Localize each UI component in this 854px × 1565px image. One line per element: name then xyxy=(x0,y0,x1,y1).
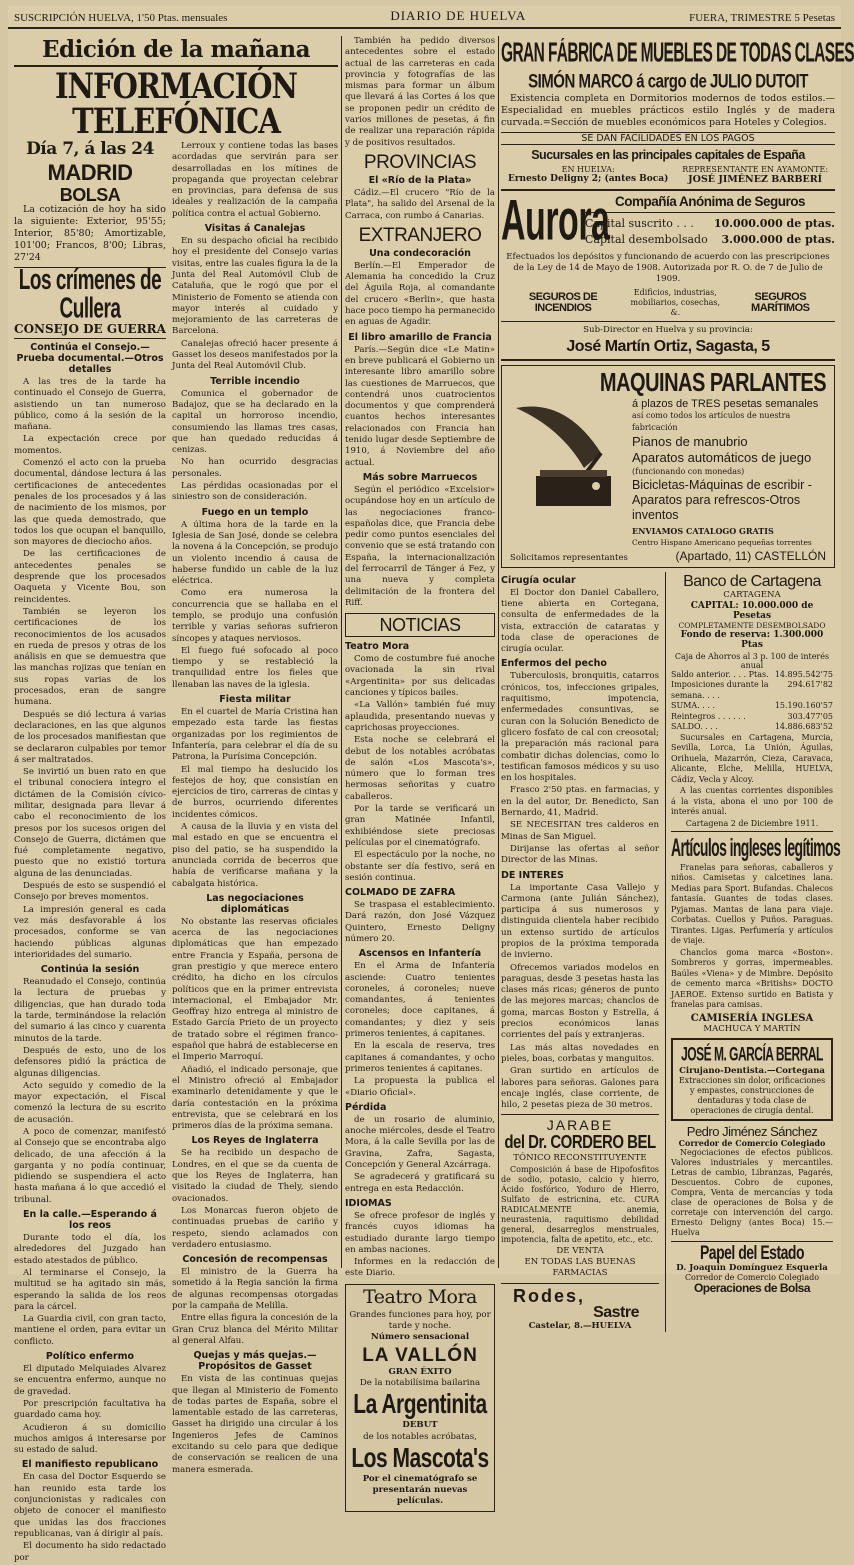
ad-line: De la notabilísima bailarina xyxy=(359,1377,481,1388)
subheading: Fuego en un templo xyxy=(201,506,309,518)
consejo-heading: CONSEJO DE GUERRA xyxy=(14,322,166,336)
ad-line: (funcionando con monedas) xyxy=(632,466,745,476)
fabrica-ad xyxy=(501,38,854,185)
ad-line: Corredor de Comercio Colegiado xyxy=(684,1272,820,1282)
paragraph: La Guardia civil, con gran tacto, mantiene el orden, para evitar un conflicto. xyxy=(14,1314,166,1347)
seguros-row xyxy=(501,288,835,318)
paragraph: Acto seguido y comedio de la mayor expectación, el Fiscal comenzó la lectura de su escrito de acusación. xyxy=(14,1080,166,1125)
paragraph: Se agradecerá y gratificará su entrega en esta Redacción. xyxy=(345,1172,495,1194)
subheading: IDIOMAS xyxy=(345,1197,392,1209)
paragraph: En su despacho oficial ha recibido hoy el presidente del Consejo varias visitas, entre las cuales figura la de la Junta del Real Automóvil Club de Cataluña, que le rogó que por el Ministerio de Fomento se atienda con mayor interés al cuidado y mejoramiento de las carreteras de Barcelona. xyxy=(172,236,338,337)
ad-line: SEGUROS MARÍTIMOS xyxy=(751,291,810,315)
ad-headline: Compañía Anónima de Seguros xyxy=(585,195,835,213)
paragraph: Gran surtido en artículos de labores para señoras. Galones para encaje inglés, clase corriente, de hilo, 2 pesetas pieza de 30 metros. xyxy=(501,1066,659,1111)
paragraph: En el cuartel de María Cristina han empezado esta tarde las fiestas organizadas por los regimientos de Infantería, para celebrar el día de su Patrona, la Purísima Concepción. xyxy=(172,707,338,763)
newspaper-page xyxy=(8,6,854,1563)
ad-headline: José Martín Ortiz, Sagasta, 5 xyxy=(566,337,770,355)
paragraph: De las certificaciones de antecedentes penales se desprende que los procesados Oaqueta y Vicente Bou, son reincidentes. xyxy=(14,549,166,605)
paragraph: Los Monarcas fueron objeto de continuadas pruebas de cariño y respeto, siendo aclamados con verdadero entusiasmo. xyxy=(172,1205,338,1250)
ad-headline: GRAN FÁBRICA DE MUEBLES DE TODAS CLASES xyxy=(501,38,854,69)
paragraph: SE NECESITAN tres calderos en Minas de San Miguel. xyxy=(501,820,659,842)
subheading: Quejas y más quejas.—Propósitos de Gasset xyxy=(193,1350,317,1373)
bank-balance-value: 14.895.542'75 xyxy=(774,669,833,679)
ad-line: Fondo de reserva: 1.300.000 Ptas xyxy=(680,629,824,650)
ad-headline: Pedro Jiménez Sánchez xyxy=(686,1123,818,1139)
ad-line: MACHUCA Y MARTÍN xyxy=(703,1023,801,1034)
bank-balance-row xyxy=(671,712,833,723)
ad-line: EN TODAS LAS BUENAS FARMACIAS xyxy=(524,1257,636,1279)
ad-line: Cartagena 2 de Diciembre 1911. xyxy=(685,818,819,828)
ad-addresses xyxy=(501,165,835,185)
ad-line: 10.000.000 de ptas. xyxy=(713,216,835,230)
bank-balance-value: 294.617'82 xyxy=(787,680,833,690)
ad-line: SEGUROS DE INCENDIOS xyxy=(528,291,598,315)
paragraph: Composición á base de Hipofosfitos de sodio, potasio, calcio y hierro, Ácido fosfórico, Yoduro de Hierro, Sulfato de estricnina, etc. CURA RADICALMENTE anemia, neurastenia, raquitismo debilidad general, desarreglos menstruales, impotencia, falta de apetito, etc., etc. xyxy=(501,1164,659,1244)
subcolumn-notices xyxy=(501,572,659,1332)
subheading: DE INTERES xyxy=(501,869,564,881)
ad-line: Capital suscrito . . . xyxy=(585,216,694,230)
ad-line: Centro Hispano Americano pequeñas torrentes xyxy=(632,537,812,547)
paragraph: Según el periódico «Excelsior» ocupándose hoy en un artículo de las negociaciones franco-españolas dice, que Francia debe pedir como puntos esenciales del convenio que se está tratando con España, la internacionalización del ferrocarril de Tánger á Fez, y una nueva y completa delimitación de la frontera del Riff. xyxy=(345,484,495,608)
provincias-heading: PROVINCIAS xyxy=(363,151,477,173)
ad-line-headline: Los Mascota's xyxy=(351,1443,489,1474)
ad-headline: MAQUINAS PARLANTES xyxy=(599,368,827,397)
paragraph: El mal tiempo ha deslucido los festejos de hoy, que consistían en ejercicios de tiro, carreras de cintas y de burros, ocurriendo diferentes incidentes cómicos. xyxy=(172,764,338,820)
paragraph: Se invirtió un buen rato en que el tribunal conociera íntegro el dictámen de la Comisión cívico-militar, designada para llevar á cabo el reconocimiento de los presos por los sucesos origen del Consejo de Guerra, dictámen que fué completamente negativo, puesto que no existió tortura alguna de las denunciadas. xyxy=(14,767,166,879)
paragraph: A las cuentas corrientes disponibles á la vista, abona el uno por 100 de interés anual. xyxy=(671,786,833,817)
bank-balance-value: 303.477'05 xyxy=(787,711,833,721)
paragraph: Frasco 2'50 ptas. en farmacias, y en la del autor, Dr. Benedicto, San Bernardo, 41, Madrid. xyxy=(501,785,659,819)
paragraph: Negociaciones de efectos públicos. Valores industriales y mercantiles. Letras de cambio, Libranzas, Pagarés, Descuentos. Cobro de cupones, Compra, Venta de mercancías y toda clase de operaciones de Bolsa y de corretaje con intervención del cargo. Ernesto Deligny (antes Boca) 15.—Huelva xyxy=(671,1147,833,1237)
ad-headline: JARABE xyxy=(546,1117,614,1134)
paragraph: Reanudado el Consejo, continúa la lectura de pruebas y diligencias, que han durado toda la tarde, terminándose la relación del sumario á las cinco y cuarenta minutos de la tarde. xyxy=(14,977,166,1044)
edition-heading: Edición de la mañana xyxy=(41,36,311,63)
bank-balance-label: SUMA. . . . xyxy=(671,701,715,711)
paragraph: No han ocurrido desgracias personales. xyxy=(172,457,338,479)
paragraph: También se leyeron los certificaciones de los reconocimientos de los acusados en rueda de presos y otras de los análisis en que se demuestra que las manchas rojizas que tenían en sus ropas varias de los procesados, eran de sangre humana. xyxy=(14,606,166,708)
paragraph: Durante todo el día, los alrededores del Juzgado han estado atestados de público. xyxy=(14,1233,166,1266)
paragraph: Franelas para señoras, caballeros y niños. Camisetas y calcetines lana. Medias para Sport. Bufandas. Chalecos fantasía. Guantes de todas clases. Pyjamas. Mantas de lana para viaje. Corbatas. Cuellos y Puños. Paraguas. Tirantes. Ligas. Perfumería y artículos de viaje. xyxy=(671,862,833,946)
paragraph: de un rosario de aluminio, anoche miércoles, desde el Teatro Mora, á la calle Sevilla por las de Gravina, Zafra, Sagasta, Concepción y General Azcárraga. xyxy=(345,1114,495,1171)
ad-line-headline: La Argentinita xyxy=(353,1389,487,1420)
bank-balance-row xyxy=(671,722,833,733)
ad-line: á plazos de TRES pesetas semanales xyxy=(632,397,819,410)
paragraph: En la escala de reserva, tres capitanes á comandantes, y ocho primeros tenientes á capitanes. xyxy=(345,1041,495,1074)
dispatch-date: Día 7, á las 24 xyxy=(26,139,154,159)
paragraph: Después de esto, uno de los defensores pidió la práctica de algunas diligencias. xyxy=(14,1045,166,1079)
ad-line: COMPLETAMENTE DESEMBOLSADO xyxy=(678,620,826,630)
ad-line: D. Joaquín Domínguez Esquerla xyxy=(676,1262,828,1273)
paragraph: A poco de comenzar, manifestó al Consejo que se encontraba algo delicado, de una afección á la garganta y no podía continuar, pidiendo se suspendiera el acto hasta mañana á lo que accedió el tribunal. xyxy=(14,1127,166,1205)
ad-line: Solicitamos representantes xyxy=(510,552,628,563)
paragraph: Se ofrece profesor de inglés y francés cuyos idiomas ha estudiado durante largo tiempo en ambas naciones. xyxy=(345,1210,495,1255)
ad-line: Grandes funciones para hoy, por tarde y noche. xyxy=(349,1309,491,1332)
paragraph: Sucursales en Cartagena, Murcia, Sevilla, Lorca, La Unión, Águilas, Orihuela, Mazarrón, Cieza, Caravaca, Alicante, Elche, Melilla, HUELVA, Cádiz, Vecla y Alcoy. xyxy=(671,732,833,784)
subheading: Concesión de recompensas xyxy=(182,1254,328,1266)
paragraph: La impresión general es cada vez más desfavorable á los procesados, conforme se van haciendo públicas algunas interioridades del sumario. xyxy=(14,904,166,960)
paragraph: En el Arma de Infantería asciende: Cuatro tenientes coroneles, á coroneles; nueve comandantes, á tenientes coroneles; doce capitanes, á comandantes; y diez y seis primeros tenientes, á capitanes. xyxy=(345,961,495,1040)
paragraph: El documento ha sido redactado por xyxy=(14,1541,166,1563)
teatro-mora-ad xyxy=(345,1284,495,1512)
paragraph: A última hora de la tarde en la Iglesia de San José, donde se celebra la novena á la Concepción, se produjo un violento incendio á causa de haberse fundido un cable de la luz eléctrica. xyxy=(172,519,338,587)
ad-line: Número sensacional xyxy=(370,1332,470,1343)
paragraph: Como de costumbre fué anoche ovacionada la sin rival «Argentinita» por sus delicadas canciones y típicos bailes. xyxy=(345,654,495,699)
subcolumn-a xyxy=(14,141,166,1565)
subheading: Teatro Mora xyxy=(345,641,410,653)
paragraph: Las pérdidas ocasionadas por el siniestro son de consideración. xyxy=(172,481,338,503)
subheading: Más sobre Marruecos xyxy=(362,471,478,483)
teatro-heading: Teatro Mora xyxy=(363,1285,477,1308)
ad-headline: Artículos ingleses legítimos xyxy=(671,832,841,862)
aurora-ad xyxy=(501,188,835,355)
paragraph: Comunica el gobernador de Badajoz, que se ha declarado en la capital un horroroso incendio, consumiendo las llamas tres casas, que han quedado reducidas á cenizas. xyxy=(172,388,338,456)
column-telefonica xyxy=(14,36,338,1563)
bank-balance-label: SALDO. . . . xyxy=(671,722,718,732)
paragraph: Tuberculosis, bronquitis, catarros crónicos, tos, infecciones gripales, raquitismo, impotencia, enfermedades consuntivas, se curan con la Solución Benedicto de glicero fosfato de cal con creosotal; la preparación más racional para combatir dichas dolencias, como lo testifican famosos médicos y su uso en los hospitales. xyxy=(501,671,659,784)
ad-line: Caja de Ahorros al 3 p. 100 de interés anual xyxy=(674,651,830,670)
paragraph: Por prescripción facultativa ha guardado cama hoy. xyxy=(14,1398,166,1421)
column-rule xyxy=(341,36,342,1268)
ad-line: Sub-Director en Huelva y su provincia: xyxy=(583,325,753,336)
subheading: Los Reyes de Inglaterra xyxy=(191,1135,319,1147)
paragraph: Ofrecemos variados modelos en paraguas, desde 3 pesetas hasta las clases más ricas; géneros de punto de las mejores marcas; chanclos de goma, marcas Boston y Estrella, á precios económicos lanas corrientes del país y extranjeras. xyxy=(501,962,659,1041)
ad-line: EN HUELVA: xyxy=(561,165,615,174)
paragraph: Cádiz.—El crucero "Río de la Plata", ha salido del Arsenal de la Carraca, con rumbo á Canarias. xyxy=(345,187,495,221)
paragraph: La expectación crece por momentos. xyxy=(14,434,166,456)
paragraph: Después de esto se suspendió el Consejo por breves momentos. xyxy=(14,881,166,903)
paragraph: Esta noche se celebrará el debut de los notables acróbatas de salón «Los Mascota's», número que lo forman tres hermosas señoritas y cuatro caballeros. xyxy=(345,735,495,802)
paragraph: París.—Según dice «Le Matin» en breve publicará el Gobierno un interesante libro amarillo sobre las cuestiones de Marruecos, que contendrá unos cuatrocientos documentos y que comprenderá cuantos hechos interesantes relacionados con Francia han tenido lugar desde Septiembre de 1910, á Noviembre del año actual. xyxy=(345,344,495,468)
subheading: Ascensos en Infantería xyxy=(358,948,482,960)
paragraph: Informes en la redacción de este Diario. xyxy=(345,1257,495,1279)
subheading: COLMADO DE ZAFRA xyxy=(345,887,456,899)
subscription-note: SUSCRIPCIÓN HUELVA, 1'50 Ptas. mensuales xyxy=(14,12,228,24)
paragraph: También ha pedido diversos antecedentes sobre el estado actual de las carreteras en cada provincia y fotografías de las mismas para formar un álbum que llevará á las Cortes á los que se proponen pedir un crédito de varios millones de pesetas, á fin de realizar una reparación rápida y de positivos resultados. xyxy=(345,36,495,148)
subheading: Terrible incendio xyxy=(210,375,300,387)
subheading: Continúa la sesión xyxy=(40,964,140,976)
ad-line: Capital desembolsado xyxy=(585,232,708,246)
paragraph: La propuesta la publica el «Diario Oficial». xyxy=(345,1076,495,1098)
masthead xyxy=(8,6,841,29)
ad-headline: Sucursales en las principales capitales de España xyxy=(531,147,805,162)
maquinas-parlantes-ad xyxy=(501,365,835,568)
paragraph: Canalejas ofreció hacer presente á Gasset los deseos manifestados por la Junta del Real Automóvil Club. xyxy=(172,338,338,372)
bank-balance-row xyxy=(671,701,833,712)
outside-price-note: FUERA, TRIMESTRE 5 Pesetas xyxy=(689,12,835,24)
ad-line: Extracciones sin dolor, orificaciones y empastes, construcciones de dentaduras y toda clase de operaciones de cirugía dental. xyxy=(678,1075,826,1115)
ad-line: Ernesto Deligny 2; (antes Boca) xyxy=(507,174,669,184)
paragraph: No obstante las reservas oficiales acerca de las negociaciones diplomáticas que han empezado entre Francia y España, persona de gran prestigio y que merece entero crédito, ha dicho en los círculos políticos que en la primer entrevista internacional, el Embajador Mr. Geoffray hizo entrega al ministro de Estado García Prieto de un proyecto de tratado sobre el régimen franco-español que habrá de establecerse en el Imperio Marroquí. xyxy=(172,916,338,1063)
newspaper-title: DIARIO DE HUELVA xyxy=(390,8,527,23)
paragraph: En casa del Doctor Esquerdo se han reunido esta tarde los conjuncionistas y radicales con objeto de conocer el manifiesto que unidas las dos fracciones republicanas, van á dirigir al país. xyxy=(14,1472,166,1539)
subheading: Una condecoración xyxy=(369,247,471,259)
subheading: En la calle.—Esperando á los reos xyxy=(23,1209,157,1232)
ad-text: Efectuados los depósitos y funcionando de acuerdo con las prescripciones de la Ley de 14 de Mayo de 1908. Autorizada por R. O. de 7 de Julio de 1909. xyxy=(506,251,830,285)
ad-text: Existencia completa en Dormitorios modernos de todos estilos.—Especialidad en muebles prácticos estilo Inglés y de madera curvada.=Sección de muebles económicos para Hoteles y Colegios. xyxy=(501,92,835,128)
ad-headline: Sastre xyxy=(593,1303,639,1321)
paragraph: Se traspasa el establecimiento. Dará razón, don José Vázquez Quintero, Ernesto Deligny número 20. xyxy=(345,900,495,944)
paragraph: Entre ellas figura la concesión de la Gran Cruz blanca del Mérito Militar al general Alfau. xyxy=(172,1313,338,1346)
paragraph: El ministro de la Guerra ha sometido á la Regia sanción la firma de algunas recompensas otorgadas por la campaña de Melilla. xyxy=(172,1267,338,1312)
subheading: Cirugía ocular xyxy=(501,574,576,586)
column-rule xyxy=(498,36,499,1268)
subheading: Continúa el Consejo.—Prueba documental.—Otros detalles xyxy=(16,342,164,375)
ad-line: 3.000.000 de ptas. xyxy=(721,232,835,246)
paragraph: «La Vallón» también fué muy aplaudida, presentando nuevas y caprichosas proyecciones. xyxy=(345,700,495,733)
ad-line: GRAN ÉXITO xyxy=(388,1366,452,1377)
subheading: Las negociaciones diplomáticas xyxy=(206,892,304,915)
paragraph: En vista de las continuas quejas que llegan al Ministerio de Fomento de todas partes de España, sobre el lamentable estado de las carreteras, Gasset ha dirigido una circular á los Ingenieros Jefes de Caminos excitando su celo para que dedique de conservación se realicen de una manera esmerada. xyxy=(172,1374,338,1475)
gramophone-icon xyxy=(506,398,626,518)
ad-headline: del Dr. CORDERO BEL xyxy=(504,1132,656,1154)
ad-headline: JOSÉ M. GARCÍA BERRAL xyxy=(681,1042,823,1066)
ad-line: Edificios, industrias, mobiliarios, cosechas, &. xyxy=(630,288,721,318)
ad-headline: Banco de Cartagena xyxy=(683,572,821,590)
bank-balance-row xyxy=(671,680,833,701)
subheading: Fiesta militar xyxy=(219,694,291,706)
paragraph: El fuego fué sofocado al poco tiempo y se restableció la tranquilidad entre los fieles que llenaban las naves de la iglesia. xyxy=(172,645,338,690)
ad-line: JOSÉ JIMÉNEZ BARBERÍ xyxy=(688,174,823,185)
ad-line: SE DAN FACILIDADES EN LOS PAGOS xyxy=(501,132,835,145)
paragraph: Comenzó el acto con la prueba documental, dándose lectura á las certificaciones de antecedentes penales de los procesados y á las de nacimiento de los mismos, por las que queda demostrado, que todos los que ocupan el banquillo, son mayores de dieciocho años. xyxy=(14,458,166,548)
bank-balance-label: Saldo anterior. . . . Ptas. xyxy=(671,669,769,679)
paragraph: Como era numerosa la concurrencia que se hallaba en el templo, se produjo una confusión terrible y varias señoras sufrieron síncopes y ataques nerviosos. xyxy=(172,588,338,644)
subheading: Político enfermo xyxy=(45,1351,135,1363)
paragraph: Por la tarde se verificará un gran Matinée Infantil, exhibiéndose siete preciosas películas por el cinematógrafo. xyxy=(345,804,495,848)
bank-balance-label: Imposiciones durante la semana. . . . xyxy=(671,680,769,700)
bolsa-text: La cotización de hoy ha sido la siguiente: Exterior, 95'55; Interior, 85'80; Amortizable, 101'00; Francos, 8'00; Libras, 27'24 xyxy=(14,204,166,263)
extranjero-heading: EXTRANJERO xyxy=(358,224,482,246)
paragraph: El diputado Melquiades Alvarez se encuentra enfermo, aunque no de gravedad. xyxy=(14,1364,166,1397)
ad-line: de los notables acróbatas, xyxy=(363,1431,477,1442)
ad-line: CAMISERÍA INGLESA xyxy=(690,1012,814,1024)
column-provincias xyxy=(345,36,495,1507)
bank-balance-row xyxy=(671,670,833,681)
paragraph: Berlín.—El Emperador de Alemania ha concedido la Cruz del Águila Roja, al comandante del crucero «Berlin», que hasta hace poco tiempo ha permanecido en aguas de Agadir. xyxy=(345,260,495,328)
ad-headline: Operaciones de Bolsa xyxy=(693,1280,811,1295)
paragraph: Chanclos goma marca «Boston». Sombreros y gorras, impermeables. Baúles «Viena» y de Mimbre. Depósito de cemento marca «Britishs» DOCTO JAEROE. Extenso surtido en Batista y franelas para camisas. xyxy=(671,947,833,1010)
ad-line: Cirujano-Dentista.—Cortegana xyxy=(679,1065,825,1076)
subheading: Pérdida xyxy=(345,1101,387,1113)
paragraph: Las más altas novedades en pieles, boas, corbatas y manguitos. xyxy=(501,1042,659,1064)
ad-line: CAPITAL: 10.000.000 de Pesetas xyxy=(690,600,814,621)
ad-line: ENVIAMOS CATALOGO GRATIS xyxy=(632,525,774,536)
ad-line: Castelar, 8.—HUELVA xyxy=(528,1320,632,1331)
subheading: El libro amarillo de Francia xyxy=(348,331,492,343)
paragraph: Al terminarse el Consejo, la multitud se ha agitado sin más, esperando la salida de los reos para la cárcel. xyxy=(14,1267,166,1312)
ad-line: DE VENTA xyxy=(556,1245,604,1256)
subheading: El manifiesto republicano xyxy=(21,1459,159,1471)
ad-line: Por el cinematógrafo se presentarán nuevas películas. xyxy=(362,1473,478,1507)
bank-balance-value: 15.190.160'57 xyxy=(774,701,833,711)
paragraph: Se ha recibido un despacho de Londres, en el que se da cuenta de que los Reyes de Inglaterra, han visitado la ciudad de Thely, siendo ovacionados. xyxy=(172,1148,338,1204)
crimenes-heading: Los crímenes de Cullera xyxy=(18,265,162,325)
paragraph: Lerroux y contiene todas las bases acordadas que servirán para ser desarrolladas en los mítines de propaganda que proyectan celebrar en provincias, para defensa de sus ideales y realización de la campaña política contra el actual Gobierno. xyxy=(172,141,338,219)
ad-line: Pianos de manubrio xyxy=(632,433,748,449)
section-title: INFORMACIÓN TELEFÓNICA xyxy=(54,65,298,142)
ad-line: así como todos los artículos de nuestra fabricación xyxy=(632,410,791,432)
bank-balance-label: Reintegros . . . . . . xyxy=(671,711,746,721)
dispatch-city: MADRID xyxy=(47,160,133,185)
ad-line: REPRESENTANTE EN AYAMONTE: xyxy=(682,165,829,174)
column-advertisements xyxy=(501,36,854,1331)
paragraph: A causa de la lluvia y en vista del mal estado en que se encuentra el piso del patio, se ha suspendido la anunciada corrida de becerros que había de verificarse mañana y la cabalgata histórica. xyxy=(172,822,338,889)
ad-line: (Apartado, 11) CASTELLÓN xyxy=(675,548,826,563)
subheading: Enfermos del pecho xyxy=(501,658,607,670)
bolsa-heading: BOLSA xyxy=(59,185,121,205)
paragraph: Después se dió lectura á varias declaraciones, en las que algunos de los procesados manifiestan que se declararon culpables por temor á ser maltratados. xyxy=(14,709,166,765)
garcia-berral-ad xyxy=(671,1038,833,1121)
ad-headline: Papel del Estado xyxy=(699,1240,805,1264)
ad-headline: Rodes, xyxy=(513,1285,586,1306)
ad-line: CARTAGENA xyxy=(723,589,781,600)
ad-line: Bicicletas-Máquinas de escribir - Aparatos para refrescos-Otros inventos xyxy=(632,477,812,522)
noticias-heading: NOTICIAS xyxy=(345,613,495,637)
paragraph: Añadió, el indicado personaje, que el Ministro ofreció al Embajador examinarlo detenidamente y que le daría contestación en la próxima entrevista, que se celebrará en los primeros días de la próxima semana. xyxy=(172,1064,338,1132)
bank-balance-value: 14.886.683'52 xyxy=(774,722,833,732)
ad-line: Corredor de Comercio Colegiado xyxy=(678,1137,826,1148)
subcolumn-ads xyxy=(665,572,841,1332)
ad-line: Aparatos automáticos de juego xyxy=(632,449,812,465)
ad-line-headline: LA VALLÓN xyxy=(362,1344,478,1366)
ad-line: TÓNICO RECONSTITUYENTE xyxy=(513,1153,647,1164)
ad-headline: SIMÓN MARCO á cargo de JULIO DUTOIT xyxy=(528,69,808,93)
bank-balance-table xyxy=(671,670,833,733)
subheading: Visitas á Canalejas xyxy=(204,223,306,235)
paragraph: La importante Casa Vallejo y Carmona (ante Julián Sánchez), participa á sus numerosos y distinguida clientela haber recibido un extenso surtido de artículos propios de la próxima temporada de invierno. xyxy=(501,882,659,961)
subcolumn-b xyxy=(172,141,338,1565)
ad-line: DEBUT xyxy=(402,1420,438,1431)
subheading: El «Río de la Plata» xyxy=(368,174,472,186)
paragraph: Dirijanse las ofertas al señor Director de las Minas. xyxy=(501,843,659,866)
paragraph: El espectáculo por la noche, no obstante ser día festivo, será en sesión continua. xyxy=(345,850,495,883)
paragraph: Acudieron á su domicilio muchos amigos á interesarse por su estado de salud. xyxy=(14,1422,166,1456)
ad-logo-text: Aurora xyxy=(501,188,610,254)
paragraph: El Doctor don Daniel Caballero, tiene abierta en Cortegana, consulta de enfermedades de la vista, extracción de cataratas y toda clase de operaciones de cirugía ocular. xyxy=(501,587,659,655)
paragraph: A las tres de la tarde ha continuado el Consejo de Guerra, asistiendo un tan numeroso público, como á la sesión de la mañana. xyxy=(14,377,166,433)
